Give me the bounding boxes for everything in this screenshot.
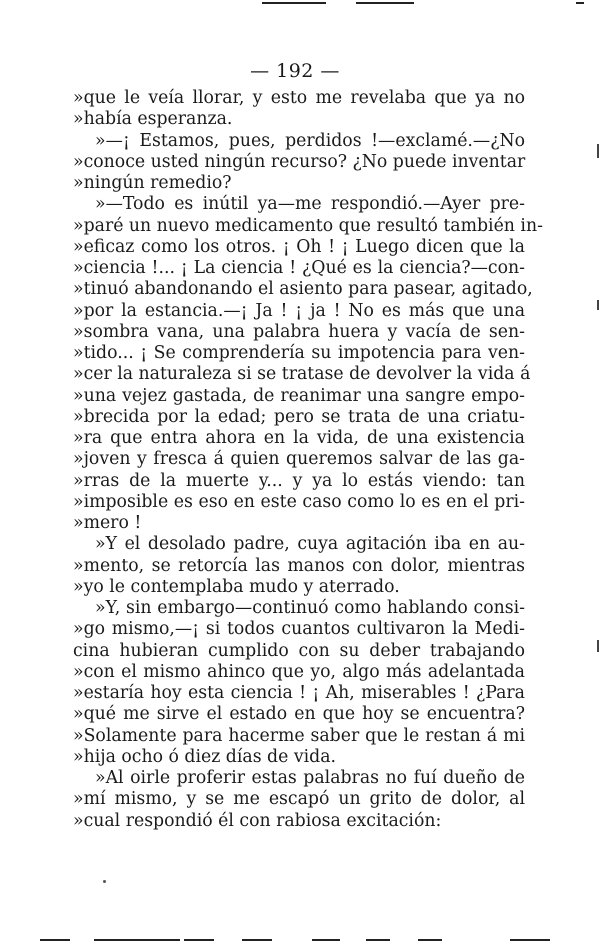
text-line: »Y, sin embargo—continuó como hablando consi-: [95, 598, 525, 618]
bottom-edge-rule: [184, 939, 214, 941]
text-line: »mí mismo, y se me escapó un grito de dolor, al: [73, 789, 525, 810]
text-line: »cual respondió él con rabiosa excitación:: [73, 810, 442, 831]
text-line: »ciencia !... ¡ La ciencia ! ¿Qué es la ciencia?—con-: [73, 258, 525, 278]
text-line: »Al oirle proferir estas palabras no fuí dueño de: [95, 768, 525, 788]
text-line: »Solamente para hacerme saber que le restan á mi: [73, 725, 525, 746]
bottom-edge-rule: [418, 939, 442, 941]
bottom-edge-rule: [94, 939, 180, 941]
text-line: »había esperanza.: [73, 109, 233, 130]
margin-mark: [597, 144, 599, 158]
bottom-edge-rule: [312, 939, 340, 941]
top-edge-rule-left: [262, 2, 326, 4]
text-line: »conoce usted ningún recurso? ¿No puede inventar: [73, 151, 526, 172]
text-line: »Y el desolado padre, cuya agitación iba en au-: [95, 534, 525, 555]
bottom-edge-rule: [242, 939, 272, 941]
text-line: cina hubieran cumplido con su deber trabajando: [73, 640, 525, 661]
text-line: »por la estancia.—¡ Ja ! ¡ ja ! No es más que una: [73, 300, 525, 321]
bottom-edge-rule: [40, 939, 70, 941]
text-line: »con el mismo ahinco que yo, algo más adelantada: [73, 661, 525, 682]
page-number: — 192 —: [250, 60, 340, 82]
text-line: »mero !: [73, 513, 142, 533]
text-line: »ningún remedio?: [73, 173, 232, 193]
bottom-edge-rule: [366, 939, 390, 941]
text-line: »go mismo,—¡ si todos cuantos cultivaron la Medi-: [73, 619, 525, 640]
text-line: »qué me sirve el estado en que hoy se encuentra?: [73, 704, 525, 725]
text-line: »paré un nuevo medicamento que resultó también in-: [73, 215, 543, 236]
text-line: »brecida por la edad; pero se trata de una criatu-: [73, 406, 525, 427]
text-line: »mento, se retorcía las manos con dolor, mientras: [73, 555, 525, 576]
text-line: »que le veía llorar, y esto me revelaba que ya no: [73, 88, 525, 108]
text-line: »rras de la muerte y... y ya lo estás viendo: tan: [73, 470, 525, 491]
bottom-edge-rule: [510, 939, 550, 941]
text-line: »una vejez gastada, de reanimar una sangre empo-: [73, 385, 525, 406]
text-line: »hija ocho ó diez días de vida.: [73, 746, 336, 767]
margin-mark: [597, 300, 599, 310]
body-text: [73, 88, 543, 832]
top-edge-rule-right: [356, 2, 414, 4]
text-line: »imposible es eso en este caso como lo es en el pri-: [73, 491, 525, 512]
text-line: »—¡ Estamos, pues, perdidos !—exclamé.—¿No: [95, 130, 525, 151]
text-line: »—Todo es inútil ya—me respondió.—Ayer pre-: [95, 194, 525, 215]
ink-speck: [103, 880, 106, 883]
text-line: »tinuó abandonando el asiento para pasear, agitado,: [73, 279, 533, 300]
text-line: »sombra vana, una palabra huera y vacía de sen-: [73, 321, 525, 342]
text-line: »tido... ¡ Se comprendería su impotencia para ven-: [73, 343, 525, 363]
text-line: »joven y fresca á quien queremos salvar de las ga-: [73, 449, 525, 470]
text-line: »ra que entra ahora en la vida, de una existencia: [73, 428, 525, 448]
text-line: »cer la naturaleza si se tratase de devolver la vida á: [73, 364, 531, 385]
text-line: »eficaz como los otros. ¡ Oh ! ¡ Luego dicen que la: [73, 236, 525, 257]
margin-mark: [597, 640, 599, 652]
top-edge-rule-mark: [576, 2, 584, 4]
text-line: »estaría hoy esta ciencia ! ¡ Ah, miserables ! ¿Para: [73, 683, 525, 703]
text-line: »yo le contemplaba mudo y aterrado.: [73, 576, 400, 597]
